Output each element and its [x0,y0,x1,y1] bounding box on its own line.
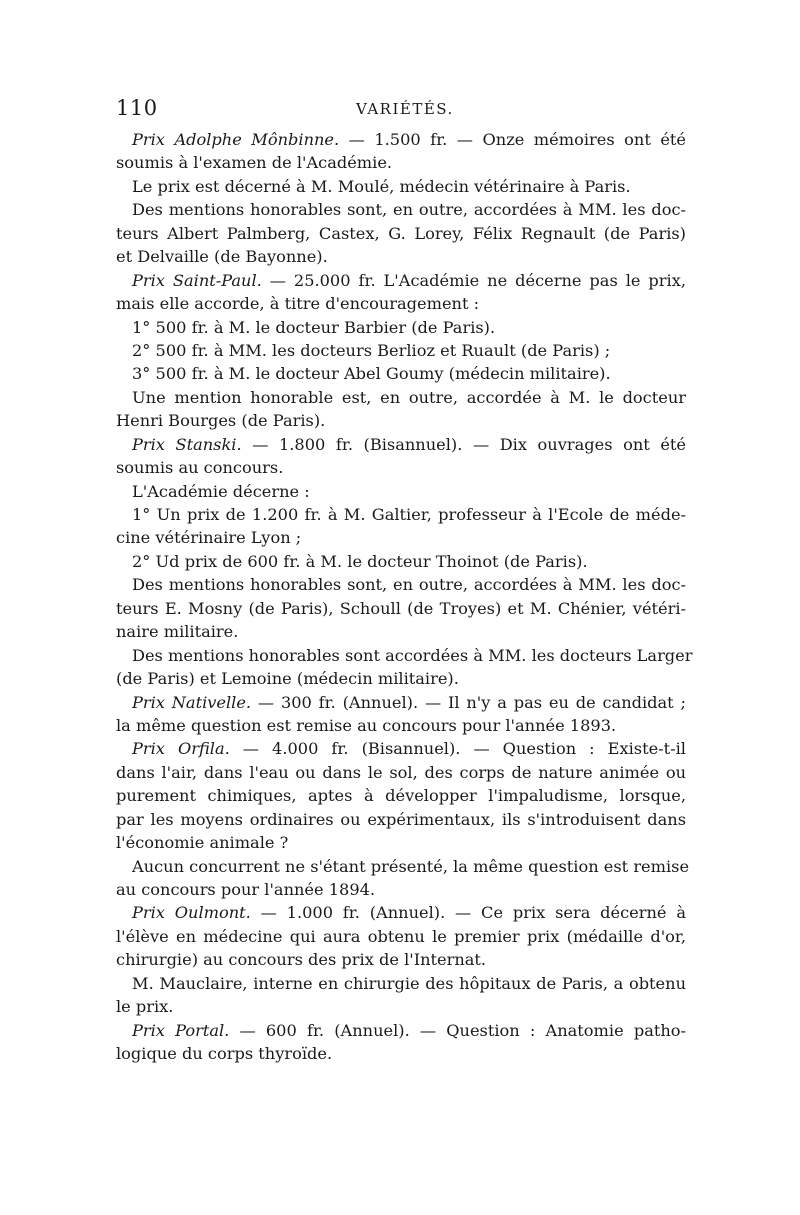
line-text: cine vétérinaire Lyon ; [116,528,302,548]
page-number: 110 [116,96,158,120]
text-line [116,503,686,526]
line-text: L'Académie décerne : [132,481,310,501]
text-line [116,245,686,268]
line-text: teurs E. Mosny (de Paris), Schoull (de Troyes) et M. Chénier, vétéri- [116,598,686,618]
body-text [116,128,693,1066]
text-line [116,292,686,315]
text-line [116,808,686,831]
text-line [116,761,686,784]
line-text: teurs Albert Palmberg, Castex, G. Lorey, Félix Regnault (de Paris) [116,223,686,243]
text-line [116,362,686,385]
prize-name: Prix Stanski. [132,434,242,454]
prize-name: Prix Oulmont. [132,903,251,923]
line-text: 1° Un prix de 1.200 fr. à M. Galtier, professeur à l'Ecole de méde- [132,505,686,524]
text-line [116,269,686,292]
line-text: — 4.000 fr. (Bisannuel). — Question : Existe-t-il [229,739,686,759]
line-text: Des mentions honorables sont accordées à MM. les docteurs Larger [132,645,693,665]
line-text: — 1.500 fr. — Onze mémoires ont été [339,130,686,149]
text-line [116,198,686,221]
line-text: — 300 fr. (Annuel). — Il n'y a pas eu de candidat ; [251,692,686,712]
text-line [116,714,686,737]
text-line [116,433,686,456]
line-text: soumis à l'examen de l'Académie. [116,153,393,173]
line-text: (de Paris) et Lemoine (médecin militaire). [116,669,459,689]
text-line [116,1042,686,1065]
text-line [116,222,686,245]
line-text: l'économie animale ? [116,833,289,853]
running-title: VARIÉTÉS. [356,100,454,118]
line-text: dans l'air, dans l'eau ou dans le sol, des corps de nature animée ou [116,762,686,782]
text-line [116,128,686,151]
text-line [116,151,686,174]
text-line [116,620,686,643]
text-line [116,526,686,549]
text-line [116,597,686,620]
text-line [116,972,686,995]
text-line [116,948,686,971]
text-line [116,667,686,690]
line-text: la même question est remise au concours pour l'année 1893. [116,715,617,735]
line-text: Henri Bourges (de Paris). [116,411,326,431]
line-text: Une mention honorable est, en outre, accordée à M. le docteur [132,387,686,407]
line-text: purement chimiques, aptes à développer l'impaludisme, lorsque, [116,786,686,806]
line-text: 3° 500 fr. à M. le docteur Abel Goumy (médecin militaire). [132,364,611,384]
line-text: soumis au concours. [116,458,284,478]
line-text: — 600 fr. (Annuel). — Question : Anatomie patho- [229,1020,687,1040]
line-text: et Delvaille (de Bayonne). [116,247,328,267]
text-line [116,995,686,1018]
line-text: — 1.000 fr. (Annuel). — Ce prix sera décerné à [250,903,686,923]
text-line [116,784,686,807]
text-line [116,573,686,596]
text-line [116,386,686,409]
line-text: 1° 500 fr. à M. le docteur Barbier (de Paris). [132,317,496,337]
text-line [116,550,686,573]
prize-name: Prix Portal. [132,1020,230,1040]
text-line [116,737,686,760]
line-text: naire militaire. [116,622,239,642]
prize-name: Prix Adolphe Mônbinne. [132,130,340,149]
line-text: Des mentions honorables sont, en outre, accordées à MM. les doc- [132,200,686,220]
prize-name: Prix Orfila. [132,739,230,759]
line-text: 2° Ud prix de 600 fr. à M. le docteur Thoinot (de Paris). [132,551,588,571]
text-line [116,456,686,479]
line-text: au concours pour l'année 1894. [116,880,376,899]
line-text: logique du corps thyroïde. [116,1044,333,1064]
line-text: l'élève en médecine qui aura obtenu le premier prix (médaille d'or, [116,926,686,946]
line-text: Le prix est décerné à M. Moulé, médecin vétérinaire à Paris. [132,176,631,196]
line-text: mais elle accorde, à titre d'encouragement : [116,294,480,314]
prize-name: Prix Saint-Paul. [132,270,262,290]
text-line [116,901,686,924]
line-text: M. Mauclaire, interne en chirurgie des hôpitaux de Paris, a obtenu [132,973,686,993]
line-text: — 25.000 fr. L'Académie ne décerne pas le prix, [261,270,686,290]
line-text: Aucun concurrent ne s'étant présenté, la même question est remise [132,856,690,876]
line-text: Des mentions honorables sont, en outre, accordées à MM. les doc- [132,575,686,595]
text-line [116,878,686,901]
text-line [116,409,686,432]
text-line [116,831,686,854]
text-line [116,339,686,362]
line-text: — 1.800 fr. (Bisannuel). — Dix ouvrages ont été [241,434,686,454]
prize-name: Prix Nativelle. [132,692,252,712]
text-line [116,1019,686,1042]
text-line [116,925,686,948]
line-text: chirurgie) au concours des prix de l'Internat. [116,950,487,970]
line-text: par les moyens ordinaires ou expérimentaux, ils s'introduisent dans [116,809,686,829]
line-text: le prix. [116,997,174,1017]
text-line [116,480,686,503]
text-line [116,316,686,339]
line-text: 2° 500 fr. à MM. les docteurs Berlioz et Ruault (de Paris) ; [132,340,611,360]
text-line [116,644,693,667]
page-header [116,96,686,124]
text-line [116,691,686,714]
text-line [116,175,686,198]
text-line [116,855,690,878]
